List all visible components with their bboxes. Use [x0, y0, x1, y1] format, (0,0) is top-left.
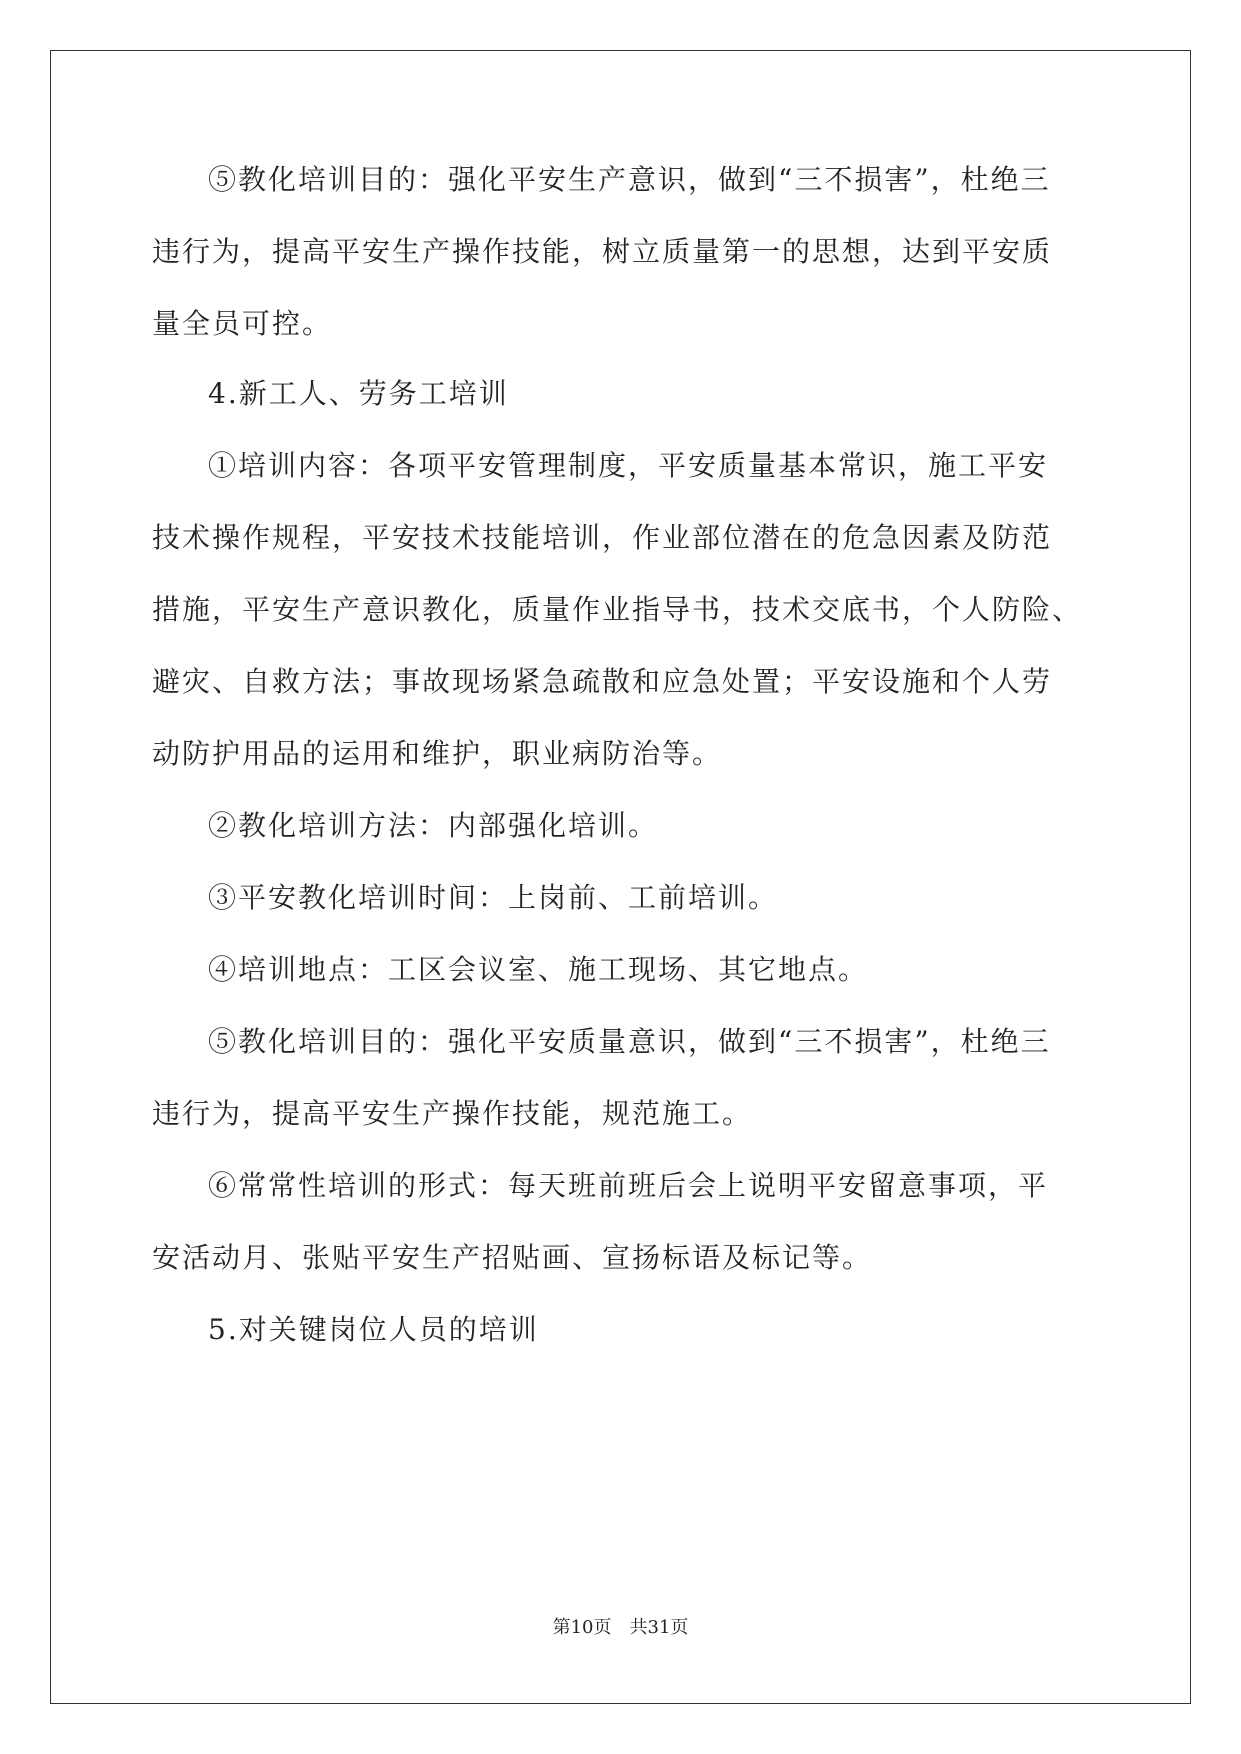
paragraph-line: 避灾、自救方法；事故现场紧急疏散和应急处置；平安设施和个人劳: [152, 665, 1053, 698]
page-border: [50, 50, 1191, 1704]
paragraph-line: 安活动月、张贴平安生产招贴画、宣扬标语及标记等。: [152, 1241, 873, 1274]
paragraph-line: 动防护用品的运用和维护，职业病防治等。: [152, 737, 723, 770]
paragraph-line: 量全员可控。: [152, 307, 333, 340]
paragraph-line: ⑥常常性培训的形式：每天班前班后会上说明平安留意事项，平: [208, 1169, 1049, 1202]
section-heading: 5.对关键岗位人员的培训: [208, 1313, 539, 1346]
paragraph-line: 违行为，提高平安生产操作技能，树立质量第一的思想，达到平安质: [152, 235, 1053, 268]
paragraph-line: ③平安教化培训时间：上岗前、工前培训。: [208, 881, 779, 914]
page-number-footer: 第10页 共31页: [552, 1617, 689, 1638]
paragraph-line: ④培训地点：工区会议室、施工现场、其它地点。: [208, 953, 869, 986]
paragraph-line: ②教化培训方法：内部强化培训。: [208, 809, 659, 842]
paragraph-line: ①培训内容：各项平安管理制度，平安质量基本常识，施工平安: [208, 449, 1049, 482]
paragraph-line: ⑤教化培训目的：强化平安质量意识，做到“三不损害”，杜绝三: [208, 1025, 1051, 1058]
paragraph-line: 措施，平安生产意识教化，质量作业指导书，技术交底书，个人防险、: [152, 593, 1083, 626]
paragraph-line: ⑤教化培训目的：强化平安生产意识，做到“三不损害”，杜绝三: [208, 163, 1051, 196]
paragraph-line: 技术操作规程，平安技术技能培训，作业部位潜在的危急因素及防范: [152, 521, 1053, 554]
paragraph-line: 违行为，提高平安生产操作技能，规范施工。: [152, 1097, 753, 1130]
section-heading: 4.新工人、劳务工培训: [208, 377, 509, 410]
